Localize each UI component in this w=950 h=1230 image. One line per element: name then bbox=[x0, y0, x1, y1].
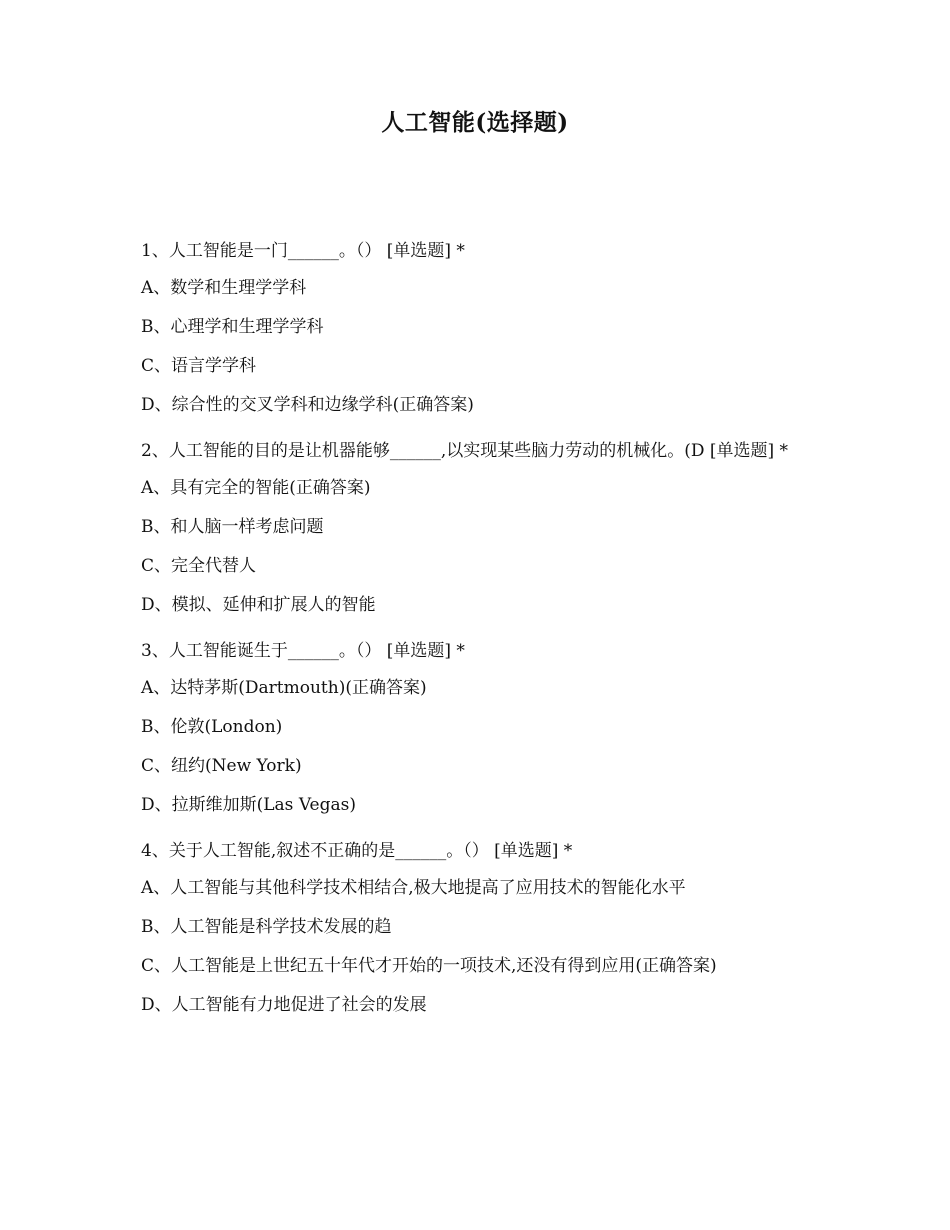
option-c: C、完全代替人 bbox=[141, 556, 257, 576]
option-b: B、心理学和生理学学科 bbox=[141, 317, 324, 337]
question-1 bbox=[141, 232, 811, 417]
option-b: B、和人脑一样考虑问题 bbox=[141, 517, 324, 537]
option-a: A、人工智能与其他科学技术相结合,极大地提高了应用技术的智能化水平 bbox=[141, 878, 686, 898]
option-d: D、人工智能有力地促进了社会的发展 bbox=[141, 995, 427, 1015]
option-c: C、纽约(New York) bbox=[141, 756, 302, 776]
question-stem: 4、关于人工智能,叙述不正确的是______。（） [单选题] * bbox=[141, 841, 573, 861]
option-c: C、人工智能是上世纪五十年代才开始的一项技术,还没有得到应用(正确答案) bbox=[141, 956, 717, 976]
option-a: A、达特茅斯(Dartmouth)(正确答案) bbox=[141, 678, 427, 698]
question-list bbox=[141, 232, 811, 1032]
option-d: D、拉斯维加斯(Las Vegas) bbox=[141, 795, 356, 815]
option-d: D、综合性的交叉学科和边缘学科(正确答案) bbox=[141, 395, 474, 415]
option-d: D、模拟、延伸和扩展人的智能 bbox=[141, 595, 376, 615]
question-stem: 1、人工智能是一门______。（） [单选题] * bbox=[141, 241, 465, 261]
question-stem: 3、人工智能诞生于______。（） [单选题] * bbox=[141, 641, 465, 661]
option-a: A、数学和生理学学科 bbox=[141, 278, 307, 298]
document-title: 人工智能(选择题) bbox=[381, 109, 569, 136]
option-b: B、人工智能是科学技术发展的趋 bbox=[141, 917, 392, 937]
question-stem: 2、人工智能的目的是让机器能够______,以实现某些脑力劳动的机械化。(D [单选题] * bbox=[141, 441, 789, 461]
question-4 bbox=[141, 832, 811, 1017]
question-3 bbox=[141, 632, 811, 817]
option-a: A、具有完全的智能(正确答案) bbox=[141, 478, 371, 498]
question-2 bbox=[141, 432, 811, 617]
option-b: B、伦敦(London) bbox=[141, 717, 283, 737]
option-c: C、语言学学科 bbox=[141, 356, 257, 376]
